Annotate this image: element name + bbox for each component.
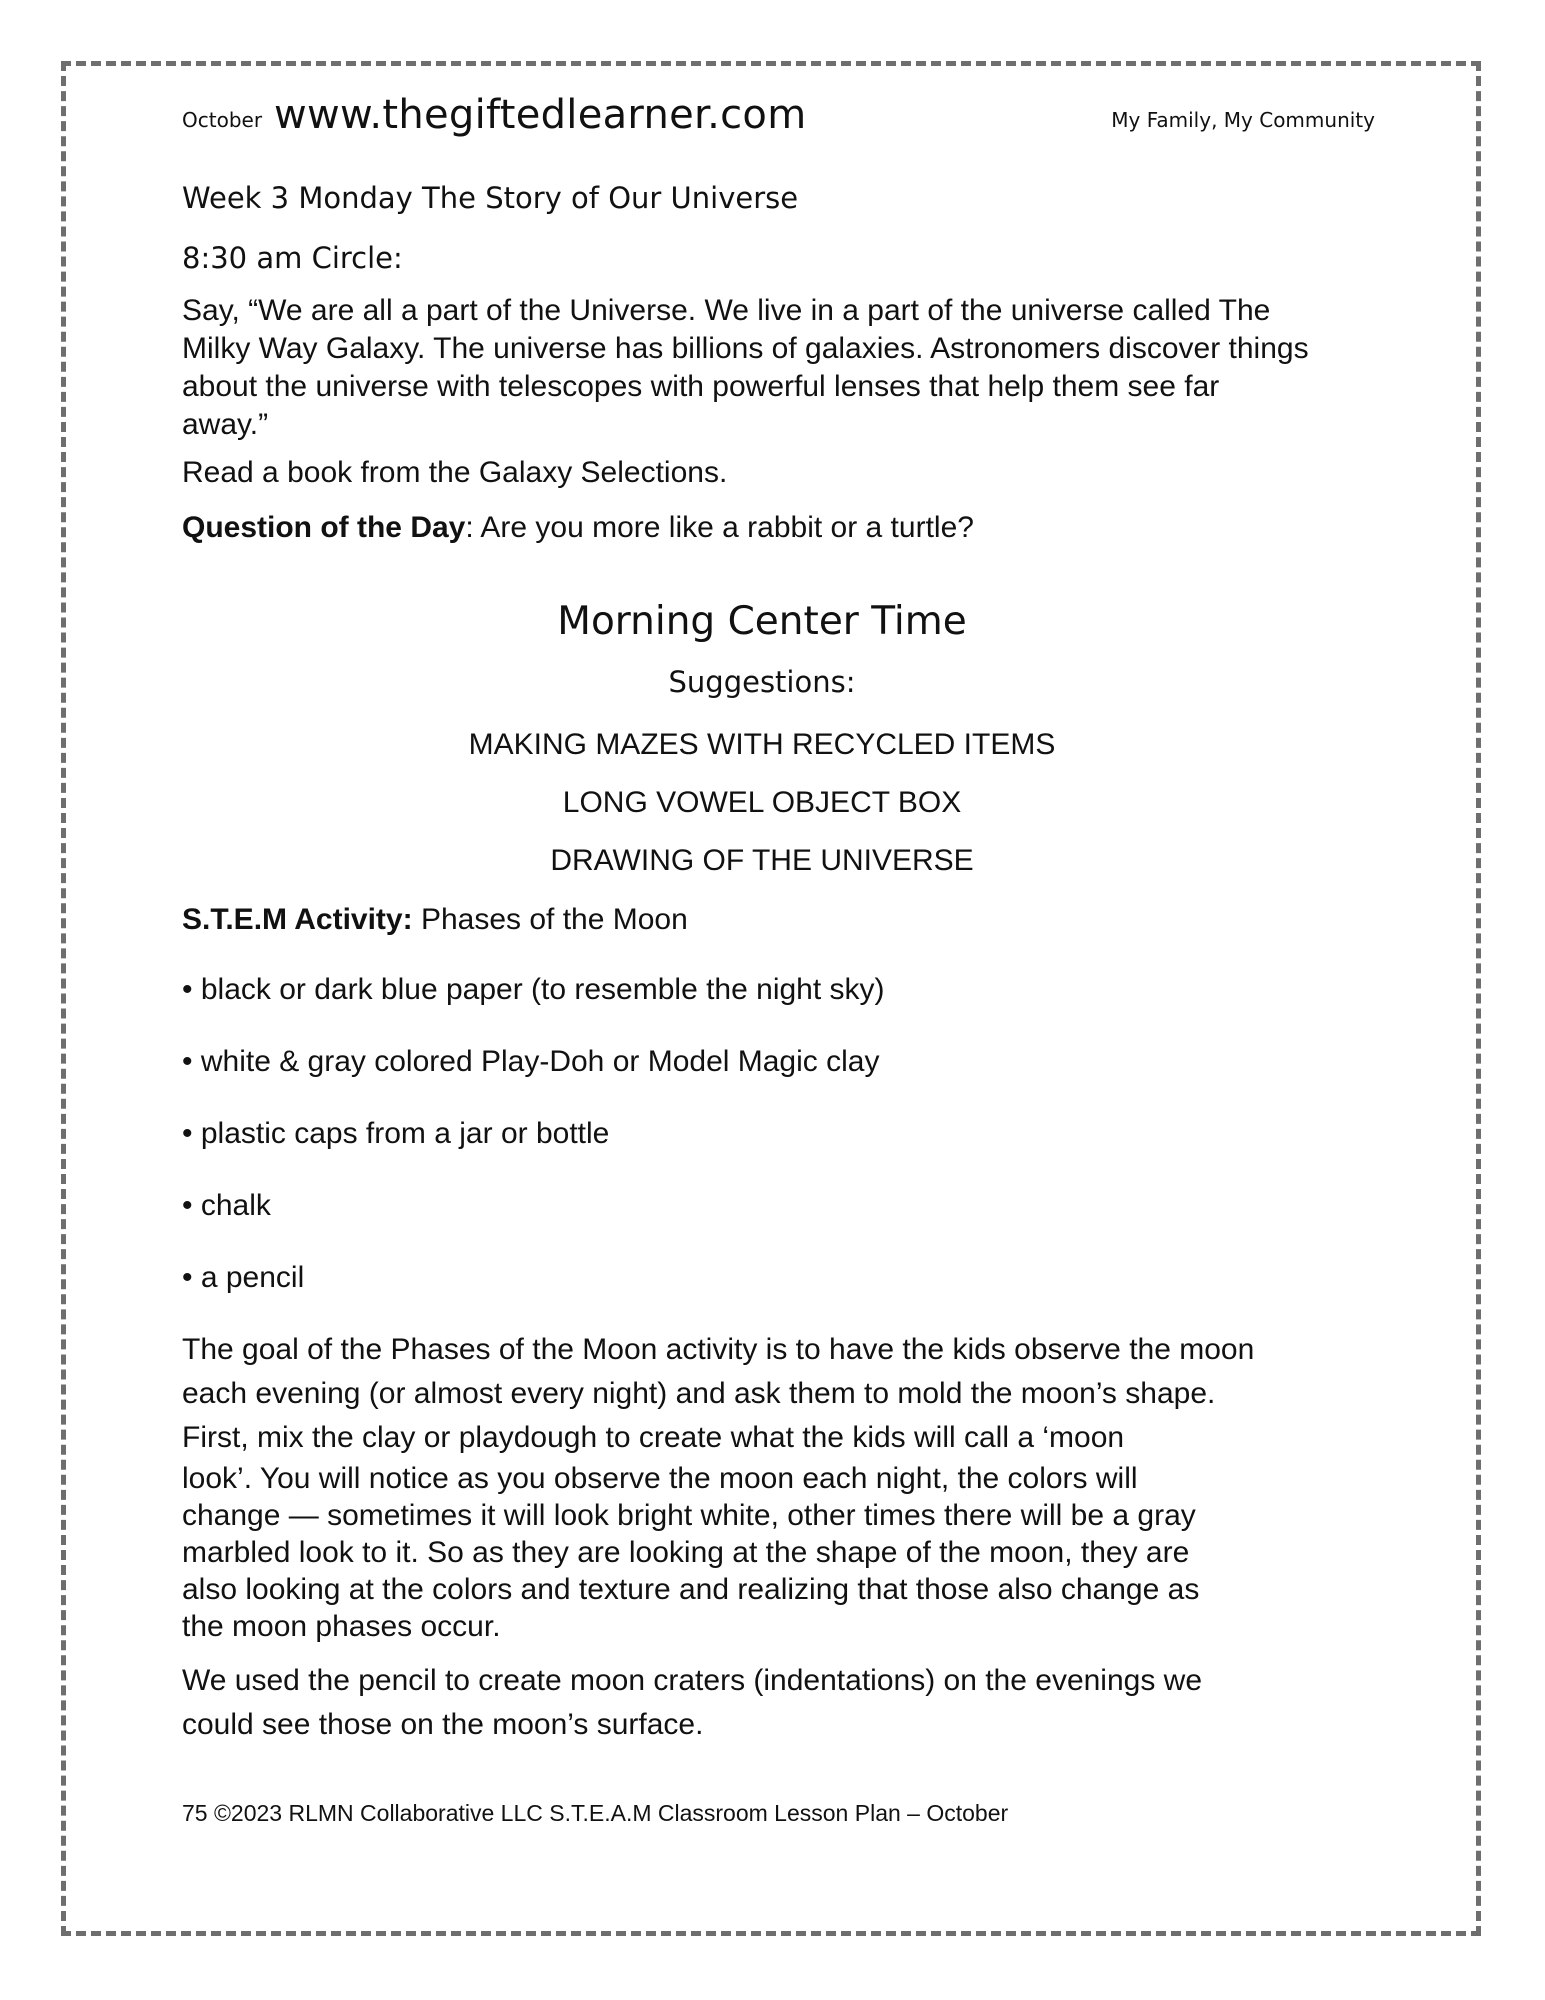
question-of-the-day [182, 508, 1342, 548]
material-item: • a pencil [182, 1261, 305, 1294]
material-item: • plastic caps from a jar or bottle [182, 1117, 610, 1150]
pencil-paragraph [182, 1659, 1342, 1747]
page-header [182, 92, 1375, 142]
stem-label: S.T.E.M Activity: [182, 903, 413, 936]
qod-label: Question of the Day [182, 511, 466, 544]
pencil-line: We used the pencil to create moon craters (indentations) on the evenings we [182, 1664, 1203, 1697]
suggestion-item: DRAWING OF THE UNIVERSE [550, 844, 974, 877]
lesson-content [182, 172, 1342, 1747]
goal-line: First, mix the clay or playdough to create what the kids will call a ‘moon [182, 1421, 1125, 1454]
page-footer: 75 ©2023 RLMN Collaborative LLC S.T.E.A.M Classroom Lesson Plan – October [182, 1800, 1009, 1826]
material-item: • chalk [182, 1189, 271, 1222]
goal-line: change — sometimes it will look bright white, other times there will be a gray [182, 1499, 1196, 1532]
goal-line: look’. You will notice as you observe the moon each night, the colors will [182, 1462, 1138, 1495]
circle-time: 8:30 am Circle: [182, 241, 403, 275]
stem-activity-name: Phases of the Moon [412, 903, 688, 936]
material-item: • white & gray colored Play-Doh or Model Magic clay [182, 1045, 880, 1078]
suggestions-label: Suggestions: [668, 665, 856, 699]
material-item: • black or dark blue paper (to resemble the night sky) [182, 973, 885, 1006]
pencil-line: could see those on the moon’s surface. [182, 1708, 704, 1741]
suggestion-item: MAKING MAZES WITH RECYCLED ITEMS [468, 728, 1056, 761]
say-paragraph: Say, “We are all a part of the Universe. We live in a part of the universe called The Milky Way Galaxy. The universe has billions of galaxies. Astronomers discover things about the universe with telescopes with powerful lenses that help them see far away.” [182, 294, 1309, 441]
stem-activity [182, 896, 1342, 944]
goal-line: The goal of the Phases of the Moon activity is to have the kids observe the moon [182, 1333, 1255, 1366]
header-theme: My Family, My Community [1111, 108, 1375, 132]
website-link[interactable]: www.thegiftedlearner.com [274, 92, 807, 138]
goal-line: also looking at the colors and texture and realizing that those also change as [182, 1573, 1200, 1606]
goal-line: each evening (or almost every night) and ask them to mold the moon’s shape. [182, 1377, 1216, 1410]
goal-paragraph [182, 1328, 1342, 1645]
lesson-title: Week 3 Monday The Story of Our Universe [182, 181, 799, 215]
header-month: October [182, 108, 263, 132]
morning-center-title: Morning Center Time [557, 599, 967, 644]
goal-line: marbled look to it. So as they are looking at the shape of the moon, they are [182, 1536, 1190, 1569]
qod-text: : Are you more like a rabbit or a turtle? [465, 511, 974, 544]
suggestion-item: LONG VOWEL OBJECT BOX [562, 786, 962, 819]
read-instruction: Read a book from the Galaxy Selections. [182, 456, 728, 489]
goal-line: the moon phases occur. [182, 1610, 501, 1643]
